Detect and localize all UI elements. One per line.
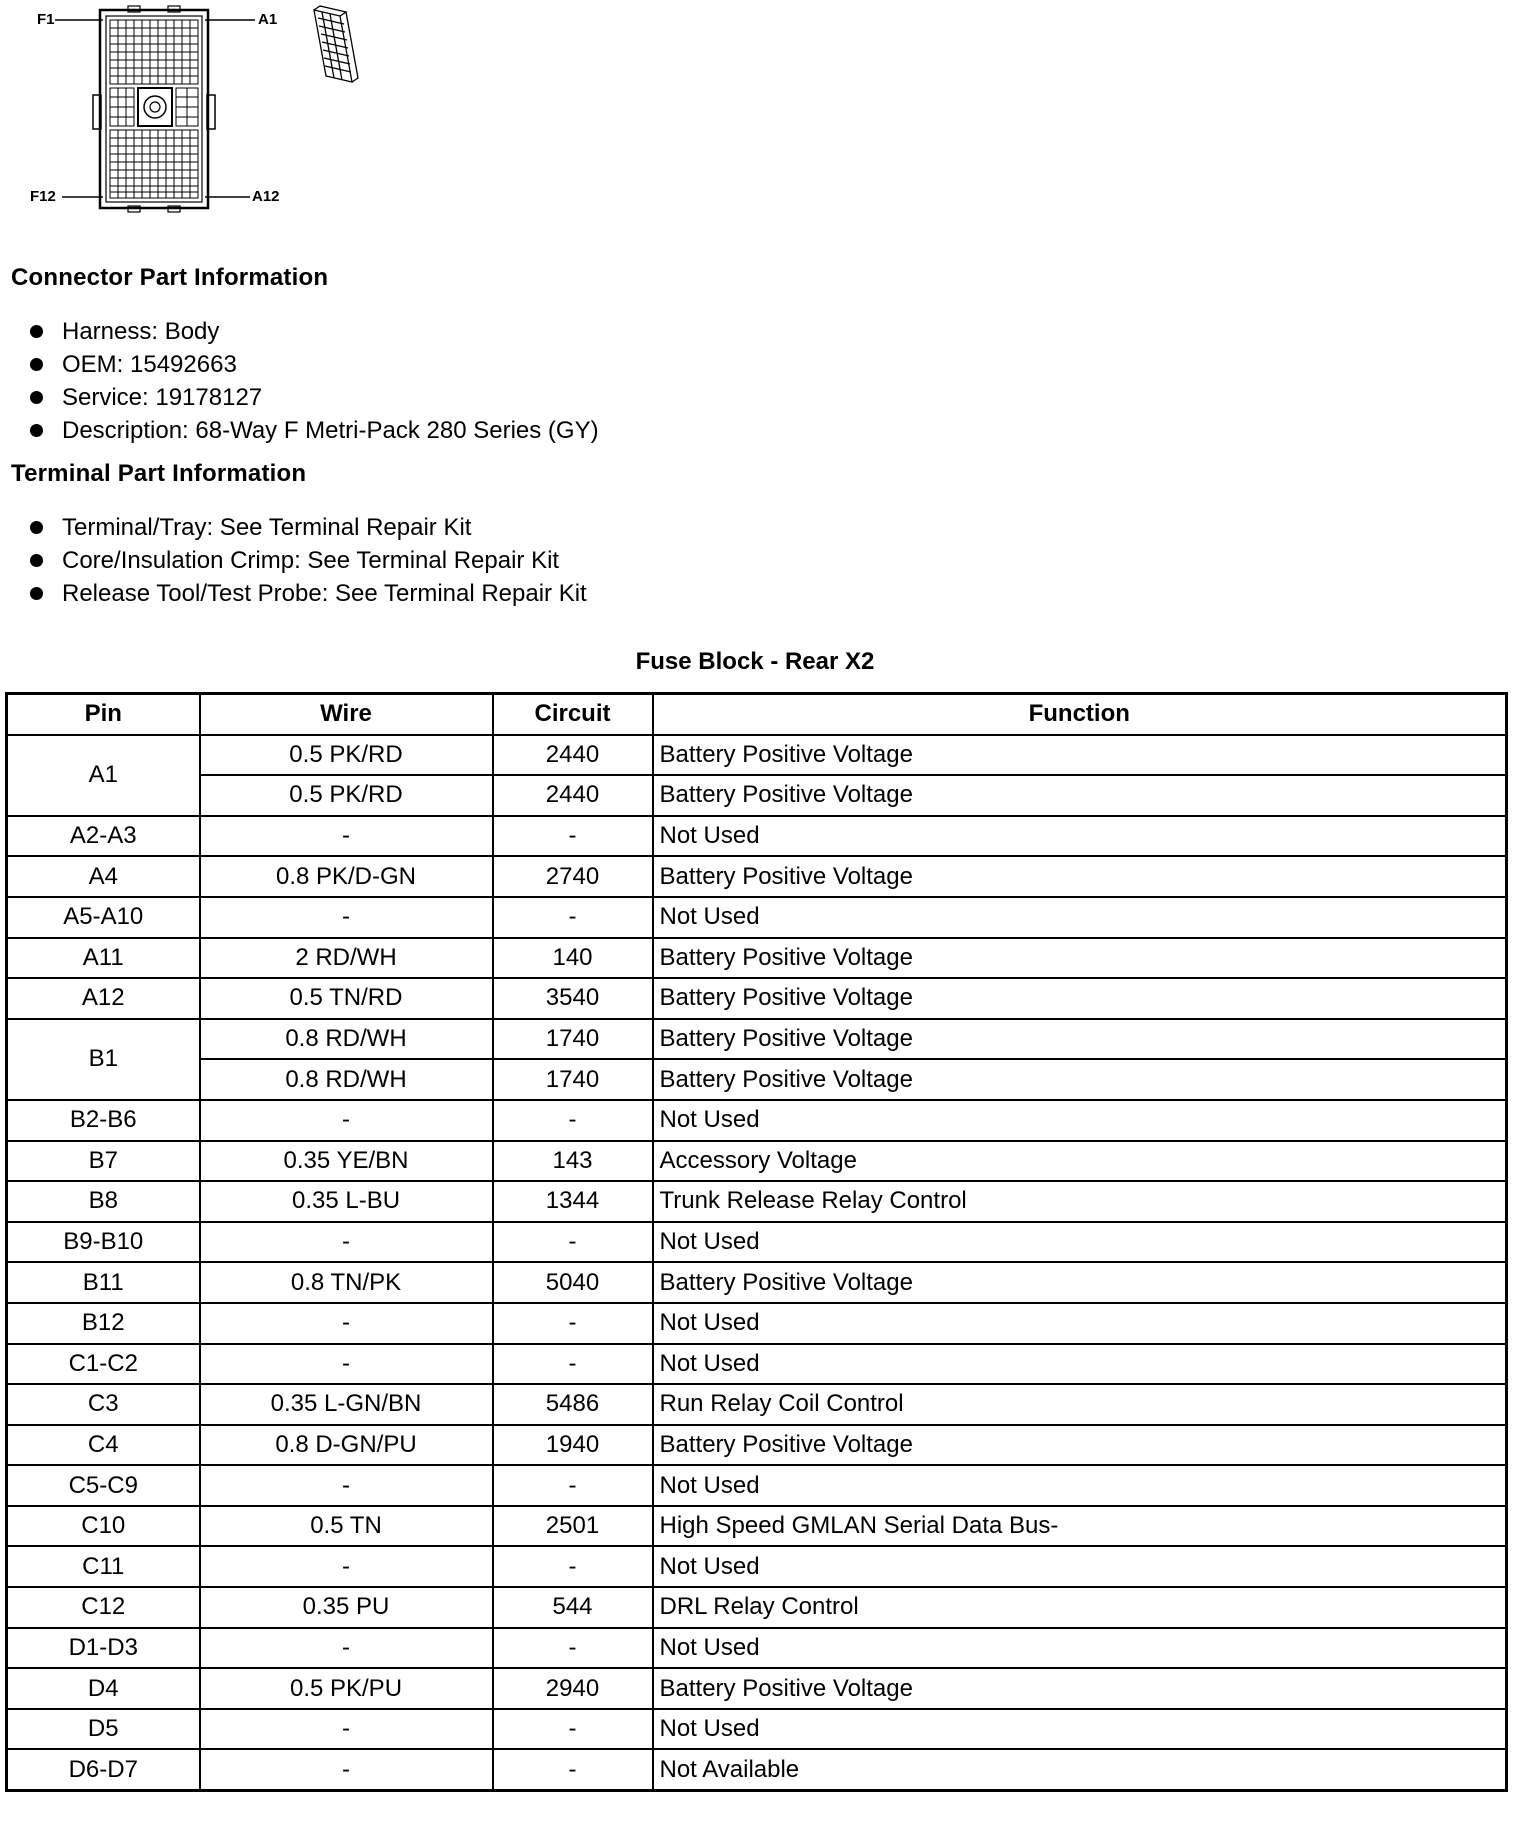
cell-function: Not Used [653,1546,1507,1587]
bullet-icon [30,424,43,437]
cell-function: High Speed GMLAN Serial Data Bus- [653,1506,1507,1547]
table-row [7,856,1507,897]
bullet-icon [30,325,43,338]
table-row [7,735,1507,776]
table-row [7,978,1507,1019]
list-item-text: Description: 68-Way F Metri-Pack 280 Series (GY) [62,417,599,444]
cell-wire: 2 RD/WH [200,938,493,979]
header-function: Function [653,694,1507,735]
table-row [7,1181,1507,1222]
cell-wire: 0.35 PU [200,1587,493,1628]
cell-wire: 0.8 RD/WH [200,1059,493,1100]
bullet-icon [30,554,43,567]
table-row [7,1668,1507,1709]
cell-function: Not Used [653,1344,1507,1385]
connector-info-heading: Connector Part Information [11,264,329,291]
table-row [7,1303,1507,1344]
cell-circuit: 2501 [493,1506,653,1547]
cell-pin: C1-C2 [7,1344,200,1385]
cell-circuit: 140 [493,938,653,979]
cell-function: Battery Positive Voltage [653,856,1507,897]
table-row [7,1100,1507,1141]
table-row [7,1059,1507,1100]
cell-wire: - [200,1303,493,1344]
cell-circuit: 5040 [493,1262,653,1303]
terminal-info-list [30,511,587,610]
cell-circuit: - [493,1709,653,1750]
cell-circuit: - [493,1628,653,1669]
cell-pin: A12 [7,978,200,1019]
table-row [7,1465,1507,1506]
table-row [7,1546,1507,1587]
connector-diagram [0,0,420,220]
cell-circuit: 1740 [493,1019,653,1060]
list-item [30,544,587,577]
table-row [7,1019,1507,1060]
cell-circuit: 1344 [493,1181,653,1222]
cell-circuit: - [493,1344,653,1385]
cell-wire: 0.5 TN/RD [200,978,493,1019]
cell-pin: B7 [7,1141,200,1182]
cell-circuit: 1740 [493,1059,653,1100]
cell-wire: - [200,1465,493,1506]
table-row [7,1425,1507,1466]
header-wire: Wire [200,694,493,735]
table-body [7,735,1507,1791]
cell-pin: C12 [7,1587,200,1628]
cell-pin: B2-B6 [7,1100,200,1141]
bullet-icon [30,587,43,600]
cell-pin: C3 [7,1384,200,1425]
table-row [7,1749,1507,1790]
cell-wire: - [200,1344,493,1385]
connector-isometric-icon [314,6,358,82]
cell-wire: - [200,1749,493,1790]
cell-function: Not Used [653,1465,1507,1506]
bullet-icon [30,391,43,404]
list-item [30,511,587,544]
cell-wire: 0.35 L-BU [200,1181,493,1222]
bullet-icon [30,521,43,534]
cell-circuit: 1940 [493,1425,653,1466]
cell-function: Trunk Release Relay Control [653,1181,1507,1222]
cell-wire: 0.8 RD/WH [200,1019,493,1060]
table-title: Fuse Block - Rear X2 [635,648,875,675]
cell-pin: B1 [7,1019,200,1100]
cell-function: Not Used [653,816,1507,857]
cell-pin: A2-A3 [7,816,200,857]
table-row [7,1709,1507,1750]
bullet-icon [30,358,43,371]
cell-wire: - [200,897,493,938]
cell-circuit: 2740 [493,856,653,897]
cell-wire: 0.35 L-GN/BN [200,1384,493,1425]
cell-circuit: 2440 [493,735,653,776]
cell-function: Not Used [653,1303,1507,1344]
table-row [7,1506,1507,1547]
cell-wire: - [200,1546,493,1587]
cell-circuit: 2940 [493,1668,653,1709]
cell-pin: C10 [7,1506,200,1547]
cell-wire: 0.8 PK/D-GN [200,856,493,897]
cell-function: Battery Positive Voltage [653,775,1507,816]
table-row [7,775,1507,816]
table-row [7,1344,1507,1385]
cell-circuit: 143 [493,1141,653,1182]
pin-label-f1: F1 [37,11,55,28]
pin-label-f12: F12 [30,188,56,205]
cell-function: Battery Positive Voltage [653,938,1507,979]
cell-wire: 0.5 PK/RD [200,735,493,776]
connector-info-list [30,315,599,447]
cell-circuit: 5486 [493,1384,653,1425]
cell-wire: 0.5 TN [200,1506,493,1547]
cell-wire: 0.5 PK/RD [200,775,493,816]
list-item [30,315,599,348]
cell-pin: A1 [7,735,200,816]
cell-function: Battery Positive Voltage [653,1262,1507,1303]
table-row [7,938,1507,979]
cell-function: Battery Positive Voltage [653,1019,1507,1060]
list-item-text: Release Tool/Test Probe: See Terminal Repair Kit [62,580,587,607]
table-row [7,1384,1507,1425]
cell-function: Battery Positive Voltage [653,978,1507,1019]
cell-function: Battery Positive Voltage [653,1668,1507,1709]
list-item-text: Harness: Body [62,318,220,345]
table-row [7,1222,1507,1263]
cell-wire: - [200,816,493,857]
list-item-text: Service: 19178127 [62,384,263,411]
cell-function: Not Used [653,1222,1507,1263]
cell-function: Not Available [653,1749,1507,1790]
list-item-text: Terminal/Tray: See Terminal Repair Kit [62,514,472,541]
cell-pin: A11 [7,938,200,979]
pinout-table [5,692,1508,1792]
list-item [30,414,599,447]
cell-function: Not Used [653,897,1507,938]
cell-wire: 0.8 D-GN/PU [200,1425,493,1466]
cell-wire: 0.8 TN/PK [200,1262,493,1303]
cell-wire: - [200,1628,493,1669]
cell-circuit: - [493,1749,653,1790]
cell-pin: B8 [7,1181,200,1222]
table-row [7,1628,1507,1669]
cell-pin: D4 [7,1668,200,1709]
terminal-info-heading: Terminal Part Information [11,460,307,487]
cell-function: Run Relay Coil Control [653,1384,1507,1425]
cell-circuit: 544 [493,1587,653,1628]
cell-wire: 0.5 PK/PU [200,1668,493,1709]
cell-pin: A4 [7,856,200,897]
cell-wire: 0.35 YE/BN [200,1141,493,1182]
table-row [7,1262,1507,1303]
cell-circuit: - [493,1100,653,1141]
cell-function: Not Used [653,1709,1507,1750]
cell-circuit: - [493,1546,653,1587]
table-row [7,1587,1507,1628]
cell-function: DRL Relay Control [653,1587,1507,1628]
cell-function: Accessory Voltage [653,1141,1507,1182]
list-item-text: OEM: 15492663 [62,351,237,378]
cell-pin: C5-C9 [7,1465,200,1506]
cell-function: Not Used [653,1100,1507,1141]
pin-label-a12: A12 [252,188,280,205]
cell-pin: D1-D3 [7,1628,200,1669]
list-item [30,381,599,414]
cell-circuit: - [493,897,653,938]
table-header-row [7,694,1507,735]
cell-function: Battery Positive Voltage [653,1059,1507,1100]
cell-pin: D5 [7,1709,200,1750]
pin-label-a1: A1 [258,11,278,28]
cell-circuit: - [493,1303,653,1344]
cell-function: Battery Positive Voltage [653,735,1507,776]
cell-function: Not Used [653,1628,1507,1669]
cell-wire: - [200,1100,493,1141]
cell-pin: A5-A10 [7,897,200,938]
cell-circuit: - [493,1465,653,1506]
list-item-text: Core/Insulation Crimp: See Terminal Repair Kit [62,547,560,574]
list-item [30,577,587,610]
table-row [7,816,1507,857]
table-row [7,897,1507,938]
cell-function: Battery Positive Voltage [653,1425,1507,1466]
cell-circuit: - [493,1222,653,1263]
list-item [30,348,599,381]
cell-circuit: 2440 [493,775,653,816]
cell-pin: B12 [7,1303,200,1344]
cell-wire: - [200,1709,493,1750]
header-circuit: Circuit [493,694,653,735]
header-pin: Pin [7,694,200,735]
table-row [7,1141,1507,1182]
cell-pin: C4 [7,1425,200,1466]
cell-pin: C11 [7,1546,200,1587]
cell-pin: D6-D7 [7,1749,200,1790]
cell-circuit: 3540 [493,978,653,1019]
cell-circuit: - [493,816,653,857]
cell-wire: - [200,1222,493,1263]
cell-pin: B11 [7,1262,200,1303]
connector-face-drawing [0,0,420,220]
cell-pin: B9-B10 [7,1222,200,1263]
